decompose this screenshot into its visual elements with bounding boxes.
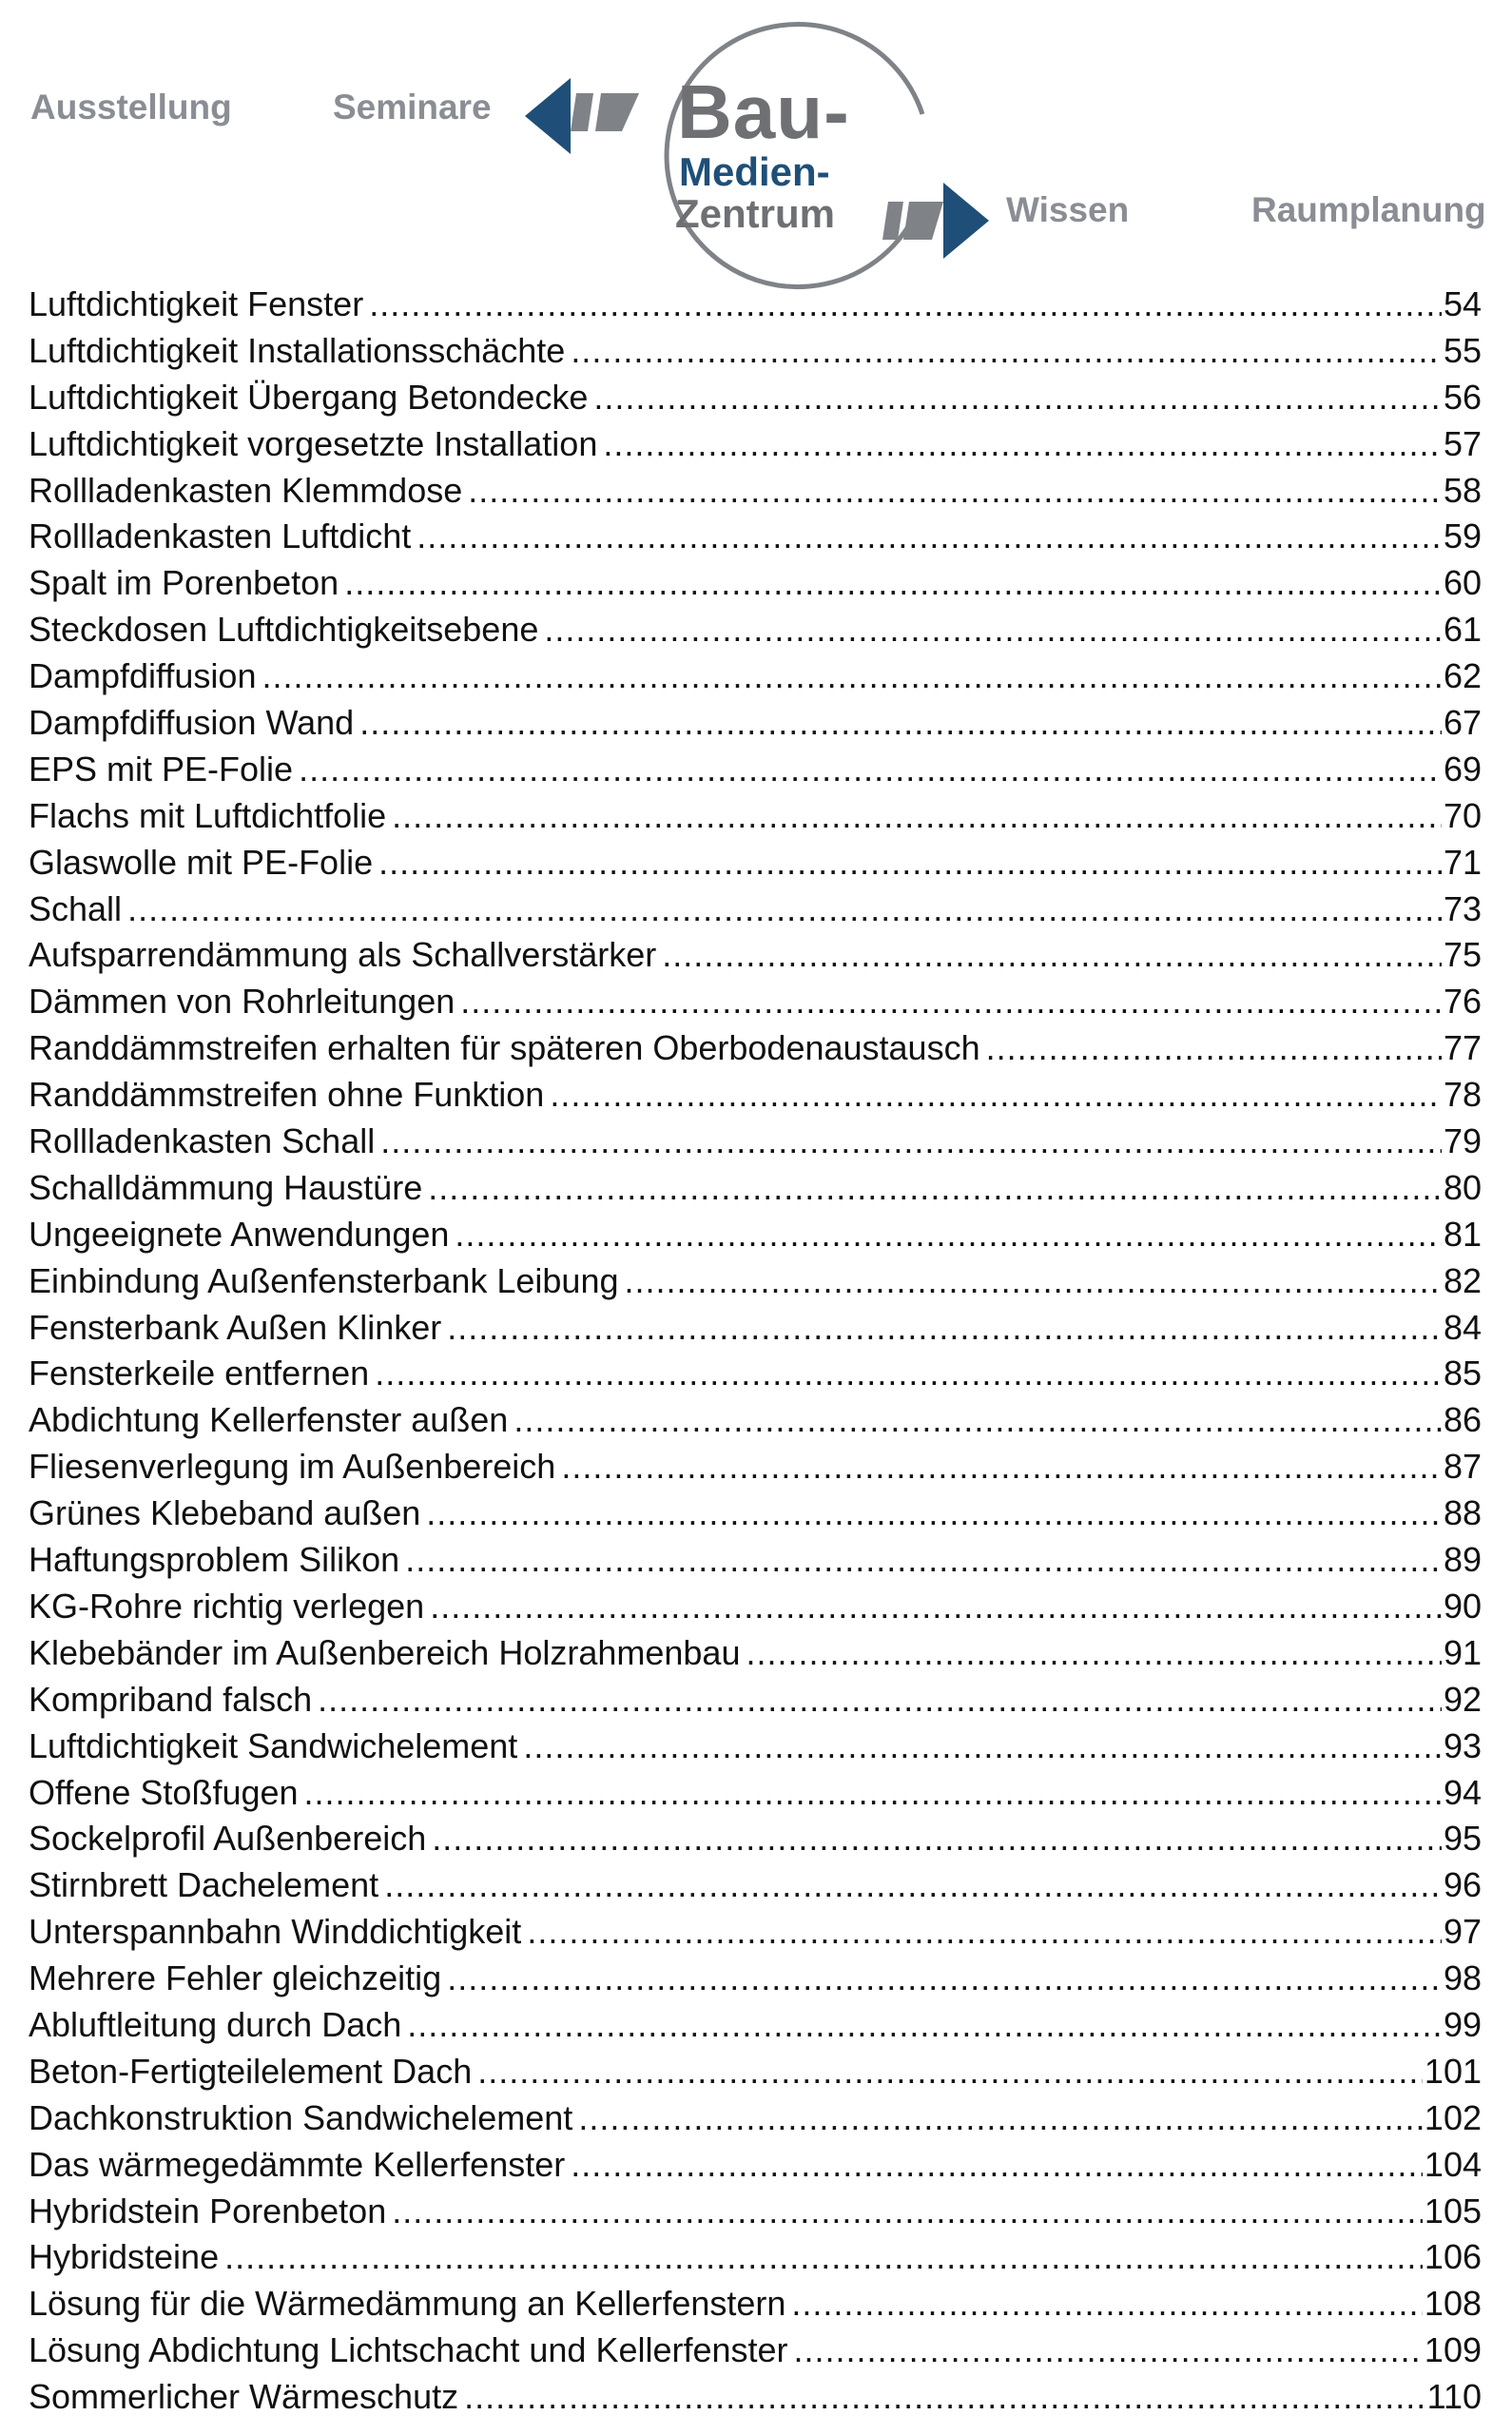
toc-entry[interactable]: [29, 607, 1482, 653]
toc-entry-page: 54: [1443, 284, 1482, 323]
toc-entry[interactable]: [29, 2142, 1482, 2189]
toc-dot-leader: [477, 2049, 1423, 2095]
toc-entry-title: Fensterbank Außen Klinker: [29, 1307, 442, 1347]
toc-entry-title: Dampfdiffusion Wand: [29, 703, 355, 743]
toc-entry-page: 89: [1443, 1540, 1482, 1580]
toc-dot-leader: [625, 1258, 1442, 1305]
toc-dot-leader: [392, 2189, 1423, 2235]
toc-entry-page: 81: [1443, 1214, 1482, 1254]
nav-seminare[interactable]: Seminare: [333, 88, 492, 127]
toc-entry[interactable]: [29, 2049, 1482, 2095]
toc-dot-leader: [561, 1444, 1442, 1490]
toc-entry-page: 75: [1443, 935, 1482, 975]
toc-dot-leader: [426, 1490, 1442, 1537]
toc-entry[interactable]: [29, 2095, 1482, 2142]
toc-entry-title: Sockelprofil Außenbereich: [29, 1819, 427, 1859]
toc-entry-page: 105: [1424, 2191, 1482, 2230]
logo-text-medien: Medien-: [679, 149, 830, 194]
toc-entry[interactable]: [29, 375, 1482, 421]
toc-dot-leader: [986, 1025, 1442, 1072]
toc-dot-leader: [375, 1351, 1442, 1397]
toc-entry-page: 94: [1443, 1772, 1482, 1812]
toc-entry-page: 98: [1443, 1958, 1482, 1998]
logo-text-zentrum: Zentrum: [675, 191, 835, 236]
toc-entry-title: Ungeeignete Anwendungen: [29, 1214, 450, 1254]
toc-entry[interactable]: [29, 2281, 1482, 2328]
toc-entry-page: 104: [1424, 2144, 1482, 2184]
toc-dot-leader: [447, 1305, 1442, 1352]
toc-entry[interactable]: [29, 468, 1482, 515]
toc-entry[interactable]: [29, 1397, 1482, 1444]
toc-entry-page: 73: [1443, 888, 1482, 928]
toc-dot-leader: [578, 2095, 1423, 2142]
toc-entry-page: 106: [1424, 2237, 1482, 2277]
toc-dot-leader: [407, 2002, 1442, 2049]
toc-entry-page: 93: [1443, 1725, 1482, 1765]
toc-entry-page: 86: [1443, 1400, 1482, 1440]
toc-entry-title: Luftdichtigkeit Sandwichelement: [29, 1725, 518, 1765]
toc-entry[interactable]: [29, 1537, 1482, 1584]
toc-entry-page: 88: [1443, 1493, 1482, 1533]
toc-entry-title: Rollladenkasten Schall: [29, 1121, 376, 1161]
toc-entry[interactable]: [29, 1770, 1482, 1817]
toc-entry-title: Fensterkeile entfernen: [29, 1354, 370, 1393]
toc-entry-title: Abdichtung Kellerfenster außen: [29, 1400, 509, 1440]
toc-dot-leader: [380, 1119, 1442, 1165]
toc-entry-page: 108: [1424, 2284, 1482, 2324]
toc-entry-page: 99: [1443, 2004, 1482, 2044]
toc-entry[interactable]: [29, 1677, 1482, 1724]
toc-entry[interactable]: [29, 282, 1482, 328]
toc-entry[interactable]: [29, 560, 1482, 607]
toc-entry[interactable]: [29, 1956, 1482, 2002]
toc-entry-title: Flachs mit Luftdichtfolie: [29, 795, 387, 835]
toc-entry-page: 59: [1443, 516, 1482, 556]
toc-dot-leader: [304, 1770, 1442, 1817]
toc-dot-leader: [746, 1630, 1441, 1677]
toc-entry-title: KG-Rohre richtig verlegen: [29, 1586, 425, 1626]
toc-entry[interactable]: [29, 1212, 1482, 1258]
nav-raumplanung[interactable]: Raumplanung: [1251, 190, 1486, 229]
toc-entry-page: 62: [1443, 656, 1482, 696]
toc-entry[interactable]: [29, 1351, 1482, 1397]
toc-entry-page: 92: [1443, 1679, 1482, 1719]
toc-entry[interactable]: [29, 700, 1482, 747]
toc-entry[interactable]: [29, 886, 1482, 933]
toc-dot-leader: [571, 328, 1442, 375]
toc-entry-title: EPS mit PE-Folie: [29, 749, 294, 789]
toc-entry-title: Glaswolle mit PE-Folie: [29, 842, 374, 882]
toc-dot-leader: [262, 653, 1441, 700]
toc-dot-leader: [603, 421, 1442, 468]
toc-dot-leader: [432, 1816, 1442, 1862]
toc-entry-page: 58: [1443, 470, 1482, 510]
toc-entry-title: Luftdichtigkeit Fenster: [29, 284, 364, 323]
toc-dot-leader: [127, 886, 1442, 933]
toc-entry-page: 56: [1443, 377, 1482, 417]
toc-dot-leader: [791, 2281, 1423, 2328]
toc-entry[interactable]: [29, 421, 1482, 468]
toc-entry[interactable]: [29, 1025, 1482, 1072]
toc-entry-page: 76: [1443, 982, 1482, 1022]
toc-entry[interactable]: [29, 1072, 1482, 1119]
toc-entry-title: Hybridsteine: [29, 2237, 220, 2277]
toc-entry-page: 95: [1443, 1819, 1482, 1859]
toc-entry-title: Grünes Klebeband außen: [29, 1493, 421, 1533]
toc-entry-page: 84: [1443, 1307, 1482, 1347]
toc-dot-leader: [527, 1909, 1442, 1956]
toc-entry[interactable]: [29, 1816, 1482, 1862]
toc-entry-page: 87: [1443, 1447, 1482, 1487]
toc-dot-leader: [224, 2234, 1423, 2281]
toc-entry[interactable]: [29, 2002, 1482, 2049]
toc-entry-page: 71: [1443, 842, 1482, 882]
toc-dot-leader: [455, 1212, 1442, 1258]
toc-entry-page: 60: [1443, 563, 1482, 603]
toc-dot-leader: [392, 793, 1442, 840]
toc-dot-leader: [384, 1862, 1442, 1909]
toc-entry-title: Haftungsproblem Silikon: [29, 1540, 400, 1580]
toc-dot-leader: [359, 700, 1442, 747]
toc-entry[interactable]: [29, 979, 1482, 1025]
toc-entry[interactable]: [29, 1862, 1482, 1909]
toc-entry[interactable]: [29, 1258, 1482, 1305]
toc-dot-leader: [318, 1677, 1442, 1724]
toc-entry-page: 79: [1443, 1121, 1482, 1161]
toc-entry-title: Kompriband falsch: [29, 1679, 313, 1719]
toc-entry-page: 67: [1443, 703, 1482, 743]
toc-entry-title: Steckdosen Luftdichtigkeitsebene: [29, 610, 539, 650]
toc-entry-title: Hybridstein Porenbeton: [29, 2191, 387, 2230]
toc-entry-title: Schall: [29, 888, 123, 928]
toc-entry-page: 110: [1426, 2377, 1482, 2417]
nav-ausstellung[interactable]: Ausstellung: [30, 88, 232, 127]
toc-entry-page: 55: [1443, 330, 1482, 370]
toc-entry-title: Lösung für die Wärmedämmung an Kellerfenstern: [29, 2284, 786, 2324]
toc-dot-leader: [593, 375, 1442, 421]
toc-entry-title: Aufsparrendämmung als Schallverstärker: [29, 935, 657, 975]
toc-dot-leader: [794, 2328, 1423, 2374]
toc-entry[interactable]: [29, 1119, 1482, 1165]
toc-entry[interactable]: [29, 1444, 1482, 1490]
toc-dot-leader: [378, 840, 1442, 886]
toc-dot-leader: [464, 2374, 1425, 2421]
toc-entry-title: Fliesenverlegung im Außenbereich: [29, 1447, 556, 1487]
toc-dot-leader: [299, 747, 1442, 793]
toc-entry-title: Luftdichtigkeit Übergang Betondecke: [29, 377, 589, 417]
toc-entry-page: 90: [1443, 1586, 1482, 1626]
toc-entry-page: 96: [1443, 1865, 1482, 1905]
toc-entry-title: Spalt im Porenbeton: [29, 563, 339, 603]
toc-entry-title: Rollladenkasten Luftdicht: [29, 516, 412, 556]
toc-dot-leader: [428, 1165, 1442, 1212]
toc-entry-page: 70: [1443, 795, 1482, 835]
toc-entry-title: Luftdichtigkeit vorgesetzte Installation: [29, 423, 598, 463]
toc-entry-title: Dachkonstruktion Sandwichelement: [29, 2097, 573, 2137]
toc-dot-leader: [430, 1584, 1442, 1630]
toc-dot-leader: [417, 514, 1442, 560]
toc-entry-title: Offene Stoßfugen: [29, 1772, 299, 1812]
toc-entry-page: 97: [1443, 1912, 1482, 1952]
toc-entry[interactable]: [29, 1490, 1482, 1537]
toc-dot-leader: [405, 1537, 1442, 1584]
toc-dot-leader: [544, 607, 1442, 653]
toc-entry[interactable]: [29, 653, 1482, 700]
toc-entry-title: Mehrere Fehler gleichzeitig: [29, 1958, 442, 1998]
toc-entry-page: 85: [1443, 1354, 1482, 1393]
toc-entry-page: 109: [1424, 2330, 1482, 2370]
bau-medien-zentrum-logo[interactable]: [514, 19, 1027, 304]
toc-entry-page: 78: [1443, 1075, 1482, 1115]
toc-dot-leader: [369, 282, 1442, 328]
toc-entry-title: Stirnbrett Dachelement: [29, 1865, 379, 1905]
toc-entry[interactable]: [29, 1630, 1482, 1677]
page-header: [0, 0, 1512, 304]
toc-entry[interactable]: [29, 1724, 1482, 1770]
toc-dot-leader: [447, 1956, 1442, 2002]
toc-entry-title: Das wärmegedämmte Kellerfenster: [29, 2144, 566, 2184]
toc-entry[interactable]: [29, 1305, 1482, 1352]
toc-entry-title: Einbindung Außenfensterbank Leibung: [29, 1260, 619, 1300]
toc-entry-title: Lösung Abdichtung Lichtschacht und Kellerfenster: [29, 2330, 788, 2370]
toc-dot-leader: [460, 979, 1442, 1025]
toc-dot-leader: [571, 2142, 1423, 2189]
toc-entry-page: 61: [1443, 610, 1482, 650]
toc-entry[interactable]: [29, 1909, 1482, 1956]
logo-text-bau: Bau-: [677, 69, 850, 154]
toc-entry[interactable]: [29, 2234, 1482, 2281]
toc-entry-title: Randdämmstreifen ohne Funktion: [29, 1075, 545, 1115]
toc-entry-page: 101: [1424, 2051, 1482, 2091]
nav-wissen[interactable]: Wissen: [1006, 190, 1130, 229]
toc-entry[interactable]: [29, 747, 1482, 793]
toc-entry[interactable]: [29, 2374, 1482, 2421]
toc-entry-title: Unterspannbahn Winddichtigkeit: [29, 1912, 522, 1952]
toc-entry[interactable]: [29, 840, 1482, 886]
toc-entry-title: Dampfdiffusion: [29, 656, 257, 696]
toc-entry-title: Beton-Fertigteilelement Dach: [29, 2051, 473, 2091]
toc-dot-leader: [550, 1072, 1442, 1119]
toc-entry-title: Sommerlicher Wärmeschutz: [29, 2377, 459, 2417]
toc-entry[interactable]: [29, 932, 1482, 979]
toc-dot-leader: [514, 1397, 1442, 1444]
toc-dot-leader: [662, 932, 1442, 979]
toc-entry-title: Rollladenkasten Klemmdose: [29, 470, 463, 510]
toc-entry-title: Schalldämmung Haustüre: [29, 1167, 423, 1207]
toc-entry-title: Randdämmstreifen erhalten für späteren Oberbodenaustausch: [29, 1028, 980, 1068]
toc-entry[interactable]: [29, 328, 1482, 375]
toc-entry-title: Dämmen von Rohrleitungen: [29, 982, 456, 1022]
toc-entry[interactable]: [29, 1584, 1482, 1630]
toc-dot-leader: [523, 1724, 1442, 1770]
toc-entry[interactable]: [29, 1165, 1482, 1212]
toc-entry-page: 91: [1443, 1632, 1482, 1672]
toc-entry[interactable]: [29, 514, 1482, 560]
toc-entry-title: Abluftleitung durch Dach: [29, 2004, 402, 2044]
toc-entry-title: Klebebänder im Außenbereich Holzrahmenbau: [29, 1632, 741, 1672]
toc-dot-leader: [468, 468, 1442, 515]
toc-entry-page: 57: [1443, 423, 1482, 463]
toc-entry-page: 82: [1443, 1260, 1482, 1300]
toc-entry-page: 69: [1443, 749, 1482, 789]
toc-entry-page: 102: [1424, 2097, 1482, 2137]
toc-entry-title: Luftdichtigkeit Installationsschächte: [29, 330, 566, 370]
toc-entry[interactable]: [29, 793, 1482, 840]
toc-entry[interactable]: [29, 2328, 1482, 2374]
toc-entry-page: 80: [1443, 1167, 1482, 1207]
toc-entry-page: 77: [1443, 1028, 1482, 1068]
table-of-contents: [29, 282, 1482, 2421]
toc-entry[interactable]: [29, 2189, 1482, 2235]
toc-dot-leader: [344, 560, 1442, 607]
